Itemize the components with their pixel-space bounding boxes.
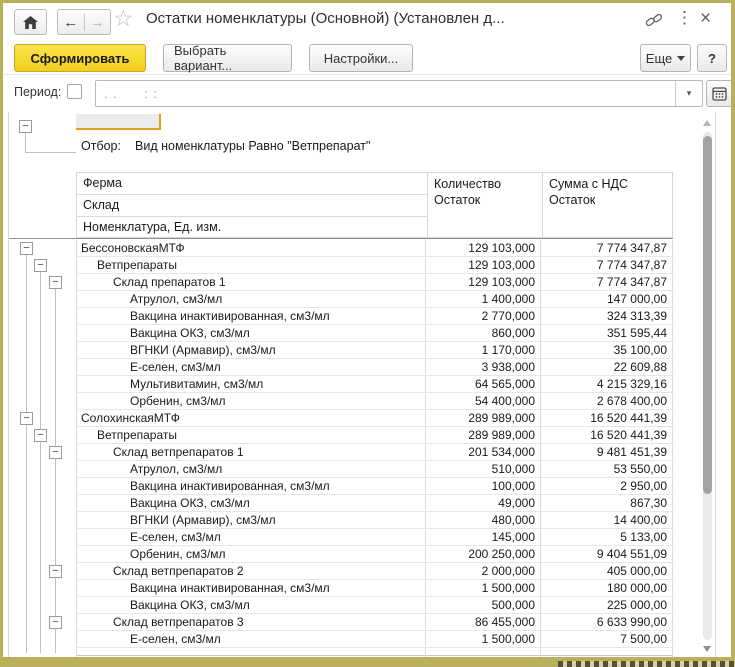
row-sum[interactable]: 7 500,00 xyxy=(541,631,673,647)
window-border-left xyxy=(0,0,3,667)
row-name[interactable]: Вакцина инактивированная, см3/мл xyxy=(76,478,426,494)
table-row[interactable] xyxy=(76,546,673,563)
report-spreadsheet xyxy=(8,112,716,658)
header-sum[interactable] xyxy=(542,173,674,237)
table-row[interactable] xyxy=(76,478,673,495)
table-row[interactable] xyxy=(76,257,673,274)
table-row[interactable] xyxy=(76,580,673,597)
calendar-icon xyxy=(712,86,727,101)
collapse-group-button[interactable]: − xyxy=(20,412,33,425)
favorite-star-icon[interactable]: ☆ xyxy=(113,5,134,31)
vertical-scrollbar[interactable] xyxy=(701,116,714,654)
row-name[interactable]: Орбенин, см3/мл xyxy=(76,393,426,409)
row-sum[interactable]: 225 000,00 xyxy=(541,597,673,613)
row-name[interactable]: Ветпрепараты xyxy=(76,427,426,443)
row-qty[interactable]: 100,000 xyxy=(426,478,541,494)
row-qty[interactable]: 860,000 xyxy=(426,325,541,341)
row-sum[interactable]: 5 133,00 xyxy=(541,529,673,545)
row-name[interactable]: Вакцина инактивированная, см3/мл xyxy=(76,308,426,324)
back-icon: ← xyxy=(63,13,79,31)
filter-value[interactable]: Вид номенклатуры Равно "Ветпрепарат" xyxy=(135,139,371,153)
row-qty[interactable]: 289 989,000 xyxy=(426,427,541,443)
table-row-partial xyxy=(76,648,673,656)
row-sum[interactable]: 2 678 400,00 xyxy=(541,393,673,409)
table-row[interactable] xyxy=(76,325,673,342)
row-sum[interactable]: 35 100,00 xyxy=(541,342,673,358)
table-row[interactable] xyxy=(76,614,673,631)
table-row[interactable] xyxy=(76,461,673,478)
row-name[interactable]: Е-селен, см3/мл xyxy=(76,631,426,647)
generate-button[interactable]: Сформировать xyxy=(14,44,146,72)
tree-line-level3 xyxy=(55,289,56,653)
forward-icon: → xyxy=(89,13,105,31)
forward-button[interactable] xyxy=(85,14,111,31)
home-icon xyxy=(23,16,38,29)
header-farm[interactable]: Ферма xyxy=(77,173,427,195)
row-qty[interactable]: 145,000 xyxy=(426,529,541,545)
table-row[interactable] xyxy=(76,427,673,444)
row-name[interactable]: Склад препаратов 1 xyxy=(76,274,426,290)
get-link-icon[interactable] xyxy=(645,12,663,28)
collapse-group-button[interactable]: − xyxy=(49,446,62,459)
choose-variant-button[interactable]: Выбрать вариант... xyxy=(163,44,292,72)
row-qty[interactable]: 200 250,000 xyxy=(426,546,541,562)
row-name[interactable]: Вакцина инактивированная, см3/мл xyxy=(76,580,426,596)
home-button[interactable] xyxy=(14,9,47,35)
row-qty[interactable]: 1 500,000 xyxy=(426,631,541,647)
row-sum[interactable]: 4 215 329,16 xyxy=(541,376,673,392)
row-name[interactable]: Мультивитамин, см3/мл xyxy=(76,376,426,392)
collapse-group-button[interactable]: − xyxy=(49,276,62,289)
period-label: Период: xyxy=(14,85,62,99)
more-button[interactable] xyxy=(640,44,691,72)
more-button-label: Еще xyxy=(645,50,673,66)
period-field xyxy=(95,80,703,107)
back-button[interactable] xyxy=(58,14,85,31)
header-separator xyxy=(9,238,673,239)
row-sum[interactable]: 7 774 347,87 xyxy=(541,240,673,256)
row-name[interactable]: ВГНКИ (Армавир), см3/мл xyxy=(76,512,426,528)
row-sum[interactable]: 2 950,00 xyxy=(541,478,673,494)
row-qty[interactable]: 129 103,000 xyxy=(426,274,541,290)
table-row[interactable] xyxy=(76,274,673,291)
collapse-report-button[interactable]: − xyxy=(19,120,32,133)
row-qty[interactable]: 129 103,000 xyxy=(426,257,541,273)
row-qty[interactable]: 2 000,000 xyxy=(426,563,541,579)
tree-line xyxy=(25,152,76,153)
scrollbar-thumb[interactable] xyxy=(703,136,712,494)
row-sum[interactable]: 16 520 441,39 xyxy=(541,427,673,443)
tree-line xyxy=(25,133,26,152)
row-name[interactable]: Е-селен, см3/мл xyxy=(76,359,426,375)
row-name[interactable]: Склад ветпрепаратов 2 xyxy=(76,563,426,579)
row-qty[interactable]: 49,000 xyxy=(426,495,541,511)
filter-line xyxy=(81,139,370,153)
collapse-group-button[interactable]: − xyxy=(49,565,62,578)
row-name[interactable]: СолохинскаяМТФ xyxy=(76,410,426,426)
row-name[interactable]: БессоновскаяМТФ xyxy=(76,240,426,256)
header-sum-line1: Сумма с НДС xyxy=(549,177,628,191)
row-name[interactable]: Ветпрепараты xyxy=(76,257,426,273)
window-border-right xyxy=(731,0,735,667)
row-qty[interactable]: 2 770,000 xyxy=(426,308,541,324)
collapse-group-button[interactable]: − xyxy=(34,259,47,272)
header-warehouse[interactable]: Склад xyxy=(77,195,427,217)
table-header xyxy=(76,172,673,238)
row-qty[interactable]: 129 103,000 xyxy=(426,240,541,256)
row-qty[interactable]: 510,000 xyxy=(426,461,541,477)
scroll-down-icon[interactable] xyxy=(703,646,711,652)
row-sum[interactable]: 9 404 551,09 xyxy=(541,546,673,562)
table-row[interactable] xyxy=(76,308,673,325)
row-sum[interactable]: 324 313,39 xyxy=(541,308,673,324)
row-qty[interactable]: 54 400,000 xyxy=(426,393,541,409)
row-name[interactable]: Е-селен, см3/мл xyxy=(76,529,426,545)
row-name[interactable]: Орбенин, см3/мл xyxy=(76,546,426,562)
filter-label: Отбор: xyxy=(81,139,121,153)
report-toolbar xyxy=(3,42,732,75)
row-sum[interactable]: 867,30 xyxy=(541,495,673,511)
row-name[interactable]: Склад ветпрепаратов 1 xyxy=(76,444,426,460)
selected-cell[interactable] xyxy=(76,114,161,130)
scroll-up-icon[interactable] xyxy=(703,120,711,126)
window-border-top xyxy=(0,0,735,3)
page-title: Остатки номенклатуры (Основной) (Установлен д... xyxy=(146,10,505,27)
period-checkbox[interactable] xyxy=(67,84,82,99)
tree-line-level1 xyxy=(26,255,27,653)
period-row xyxy=(3,76,732,110)
header-quantity-line2: Остаток xyxy=(434,193,481,207)
table-row[interactable] xyxy=(76,376,673,393)
table-row[interactable] xyxy=(76,512,673,529)
table-row[interactable] xyxy=(76,444,673,461)
more-menu-kebab-icon[interactable]: ⋮ xyxy=(676,8,693,27)
row-sum[interactable]: 351 595,44 xyxy=(541,325,673,341)
header-nomenclature[interactable]: Номенклатура, Ед. изм. xyxy=(83,220,222,234)
row-qty[interactable]: 1 170,000 xyxy=(426,342,541,358)
help-button[interactable]: ? xyxy=(697,44,727,72)
row-sum[interactable]: 6 633 990,00 xyxy=(541,614,673,630)
row-sum[interactable]: 9 481 451,39 xyxy=(541,444,673,460)
row-name[interactable]: ВГНКИ (Армавир), см3/мл xyxy=(76,342,426,358)
row-sum[interactable]: 14 400,00 xyxy=(541,512,673,528)
row-qty[interactable]: 64 565,000 xyxy=(426,376,541,392)
row-sum[interactable]: 180 000,00 xyxy=(541,580,673,596)
chevron-down-icon xyxy=(677,56,685,61)
row-name[interactable]: Вакцина ОКЗ, см3/мл xyxy=(76,495,426,511)
collapse-group-button[interactable]: − xyxy=(34,429,47,442)
row-name[interactable]: Склад ветпрепаратов 3 xyxy=(76,614,426,630)
table-row[interactable] xyxy=(76,291,673,308)
table-row[interactable] xyxy=(76,631,673,648)
collapse-group-button[interactable]: − xyxy=(49,616,62,629)
table-row[interactable] xyxy=(76,529,673,546)
row-sum[interactable]: 7 774 347,87 xyxy=(541,274,673,290)
report-rows xyxy=(76,240,673,656)
history-nav-group xyxy=(57,9,111,35)
row-sum[interactable]: 16 520 441,39 xyxy=(541,410,673,426)
row-sum[interactable]: 53 550,00 xyxy=(541,461,673,477)
row-name[interactable]: Атрулол, см3/мл xyxy=(76,461,426,477)
row-sum[interactable]: 22 609,88 xyxy=(541,359,673,375)
row-qty[interactable]: 500,000 xyxy=(426,597,541,613)
row-name[interactable]: Атрулол, см3/мл xyxy=(76,291,426,307)
row-name[interactable]: Вакцина ОКЗ, см3/мл xyxy=(76,597,426,613)
row-sum[interactable]: 405 000,00 xyxy=(541,563,673,579)
period-input[interactable] xyxy=(96,81,674,106)
period-dropdown-button[interactable] xyxy=(675,81,702,106)
tree-line-level2 xyxy=(40,272,41,653)
row-sum[interactable]: 147 000,00 xyxy=(541,291,673,307)
collapse-group-button[interactable]: − xyxy=(20,242,33,255)
row-sum[interactable]: 7 774 347,87 xyxy=(541,257,673,273)
row-qty[interactable]: 1 500,000 xyxy=(426,580,541,596)
table-row[interactable] xyxy=(76,597,673,614)
row-qty[interactable]: 86 455,000 xyxy=(426,614,541,630)
row-qty[interactable]: 480,000 xyxy=(426,512,541,528)
dropdown-arrow-icon: ▾ xyxy=(686,88,692,98)
clipped-background-text xyxy=(558,661,735,667)
table-row[interactable] xyxy=(76,563,673,580)
table-row[interactable] xyxy=(76,393,673,410)
table-row[interactable] xyxy=(76,410,673,427)
calendar-button[interactable] xyxy=(706,80,733,107)
table-row[interactable] xyxy=(76,342,673,359)
close-icon[interactable]: × xyxy=(700,8,712,29)
row-qty[interactable]: 289 989,000 xyxy=(426,410,541,426)
header-quantity-line1: Количество xyxy=(434,177,502,191)
table-row[interactable] xyxy=(76,240,673,257)
row-name[interactable]: Вакцина ОКЗ, см3/мл xyxy=(76,325,426,341)
header-sum-line2: Остаток xyxy=(549,193,596,207)
header-quantity[interactable] xyxy=(427,173,542,237)
row-qty[interactable]: 1 400,000 xyxy=(426,291,541,307)
row-qty[interactable]: 201 534,000 xyxy=(426,444,541,460)
settings-button[interactable]: Настройки... xyxy=(309,44,413,72)
row-qty[interactable]: 3 938,000 xyxy=(426,359,541,375)
table-row[interactable] xyxy=(76,495,673,512)
table-row[interactable] xyxy=(76,359,673,376)
